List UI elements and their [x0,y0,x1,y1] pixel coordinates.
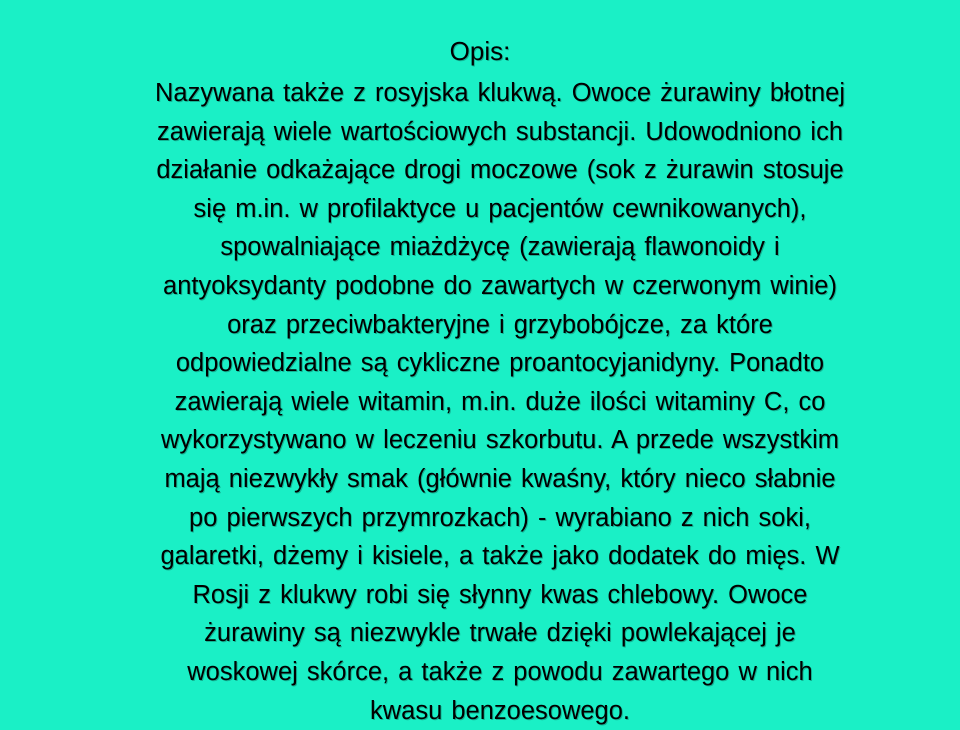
description-line: antyoksydanty podobne do zawartych w czerwonym winie) [70,267,930,306]
description-line: Rosji z klukwy robi się słynny kwas chlebowy. Owoce [70,576,930,615]
slide-title [0,32,960,70]
description-line: Nazywana także z rosyjska klukwą. Owoce żurawiny błotnej [70,74,930,113]
description-line: działanie odkażające drogi moczowe (sok z żurawin stosuje [70,151,930,190]
description-line: zawierają wiele witamin, m.in. duże ilości witaminy C, co [70,383,930,422]
description-line: wykorzystywano w leczeniu szkorbutu. A przede wszystkim [70,421,930,460]
description-line: kwasu benzoesowego. [70,692,930,730]
description-line: woskowej skórce, a także z powodu zawartego w nich [70,653,930,692]
description-line: oraz przeciwbakteryjne i grzybobójcze, za które [70,306,930,345]
description-line: po pierwszych przymrozkach) - wyrabiano z nich soki, [70,499,930,538]
description-line: się m.in. w profilaktyce u pacjentów cewnikowanych), [70,190,930,229]
description-line: odpowiedzialne są cykliczne proantocyjanidyny. Ponadto [70,344,930,383]
description-line: zawierają wiele wartościowych substancji. Udowodniono ich [70,113,930,152]
slide-title-text: Opis: [450,36,511,66]
description-line: żurawiny są niezwykle trwałe dzięki powlekającej je [70,614,930,653]
description-line: mają niezwykły smak (głównie kwaśny, który nieco słabnie [70,460,930,499]
description-text [70,74,930,730]
description-line: galaretki, dżemy i kisiele, a także jako dodatek do mięs. W [70,537,930,576]
description-line: spowalniające miażdżycę (zawierają flawonoidy i [70,228,930,267]
